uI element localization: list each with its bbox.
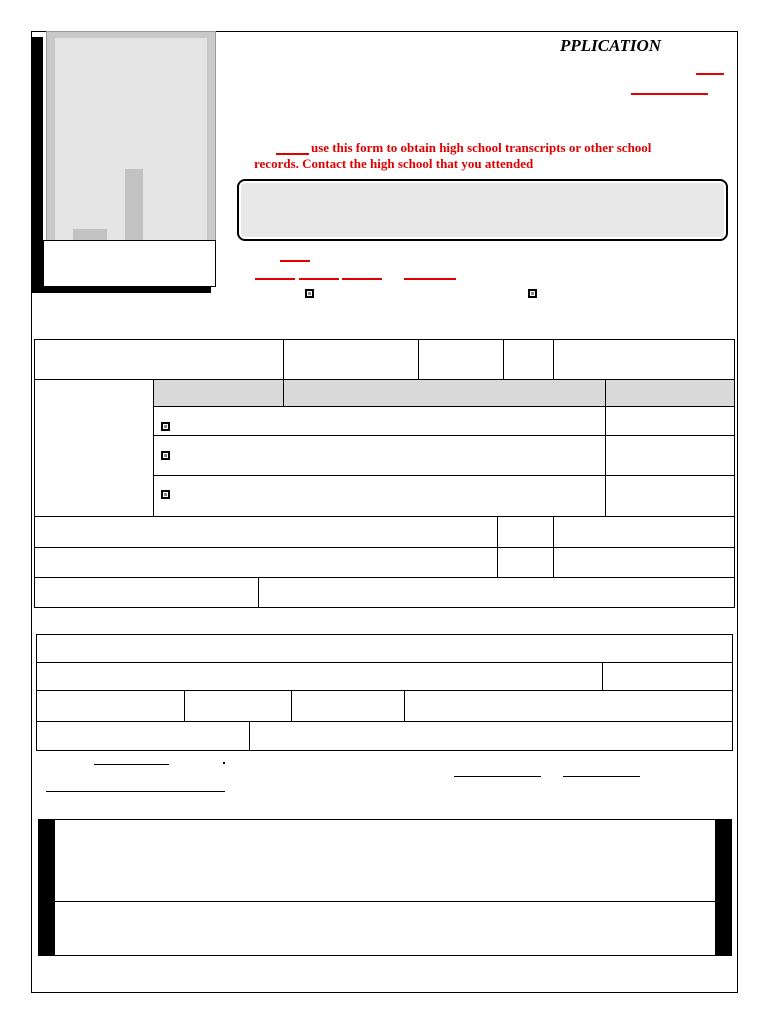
page-title: PPLICATION (560, 36, 662, 55)
option-checkbox[interactable] (305, 289, 314, 298)
record-type-checkbox[interactable] (161, 451, 170, 460)
date-line (563, 776, 640, 777)
red-rule (631, 93, 708, 95)
office-box-bar-right (715, 820, 731, 955)
signature-line (94, 764, 169, 765)
field-cell[interactable] (419, 340, 502, 378)
red-rule (342, 278, 382, 280)
office-box-bar-left (39, 820, 55, 955)
red-rule (276, 153, 309, 155)
option-checkbox[interactable] (528, 289, 537, 298)
logo-panel (46, 31, 216, 247)
table-header-row (154, 380, 734, 406)
birthdate-field[interactable] (284, 340, 417, 378)
name-field[interactable] (35, 340, 282, 378)
red-rule (696, 73, 724, 75)
red-rule (404, 278, 456, 280)
logo-shadow-bottom (31, 286, 211, 293)
red-rule (299, 278, 339, 280)
logo-bar-tall (125, 169, 143, 246)
dot-mark (223, 762, 225, 764)
logo-caption-box (43, 240, 216, 287)
school-info-panel[interactable] (237, 179, 728, 241)
record-type-checkbox[interactable] (161, 490, 170, 499)
field-cell[interactable] (554, 340, 734, 378)
notice-line-1: use this form to obtain high school transcripts or other school (311, 140, 652, 155)
recipient-info-table (36, 634, 733, 751)
red-rule (280, 260, 310, 262)
signature-line (46, 791, 225, 792)
office-use-box (38, 819, 732, 956)
date-line (454, 776, 541, 777)
red-rule (255, 278, 295, 280)
logo-shadow (31, 37, 43, 293)
field-cell[interactable] (504, 340, 552, 378)
notice-line-2: records. Contact the high school that you attended (254, 156, 534, 171)
record-type-checkbox[interactable] (161, 422, 170, 431)
